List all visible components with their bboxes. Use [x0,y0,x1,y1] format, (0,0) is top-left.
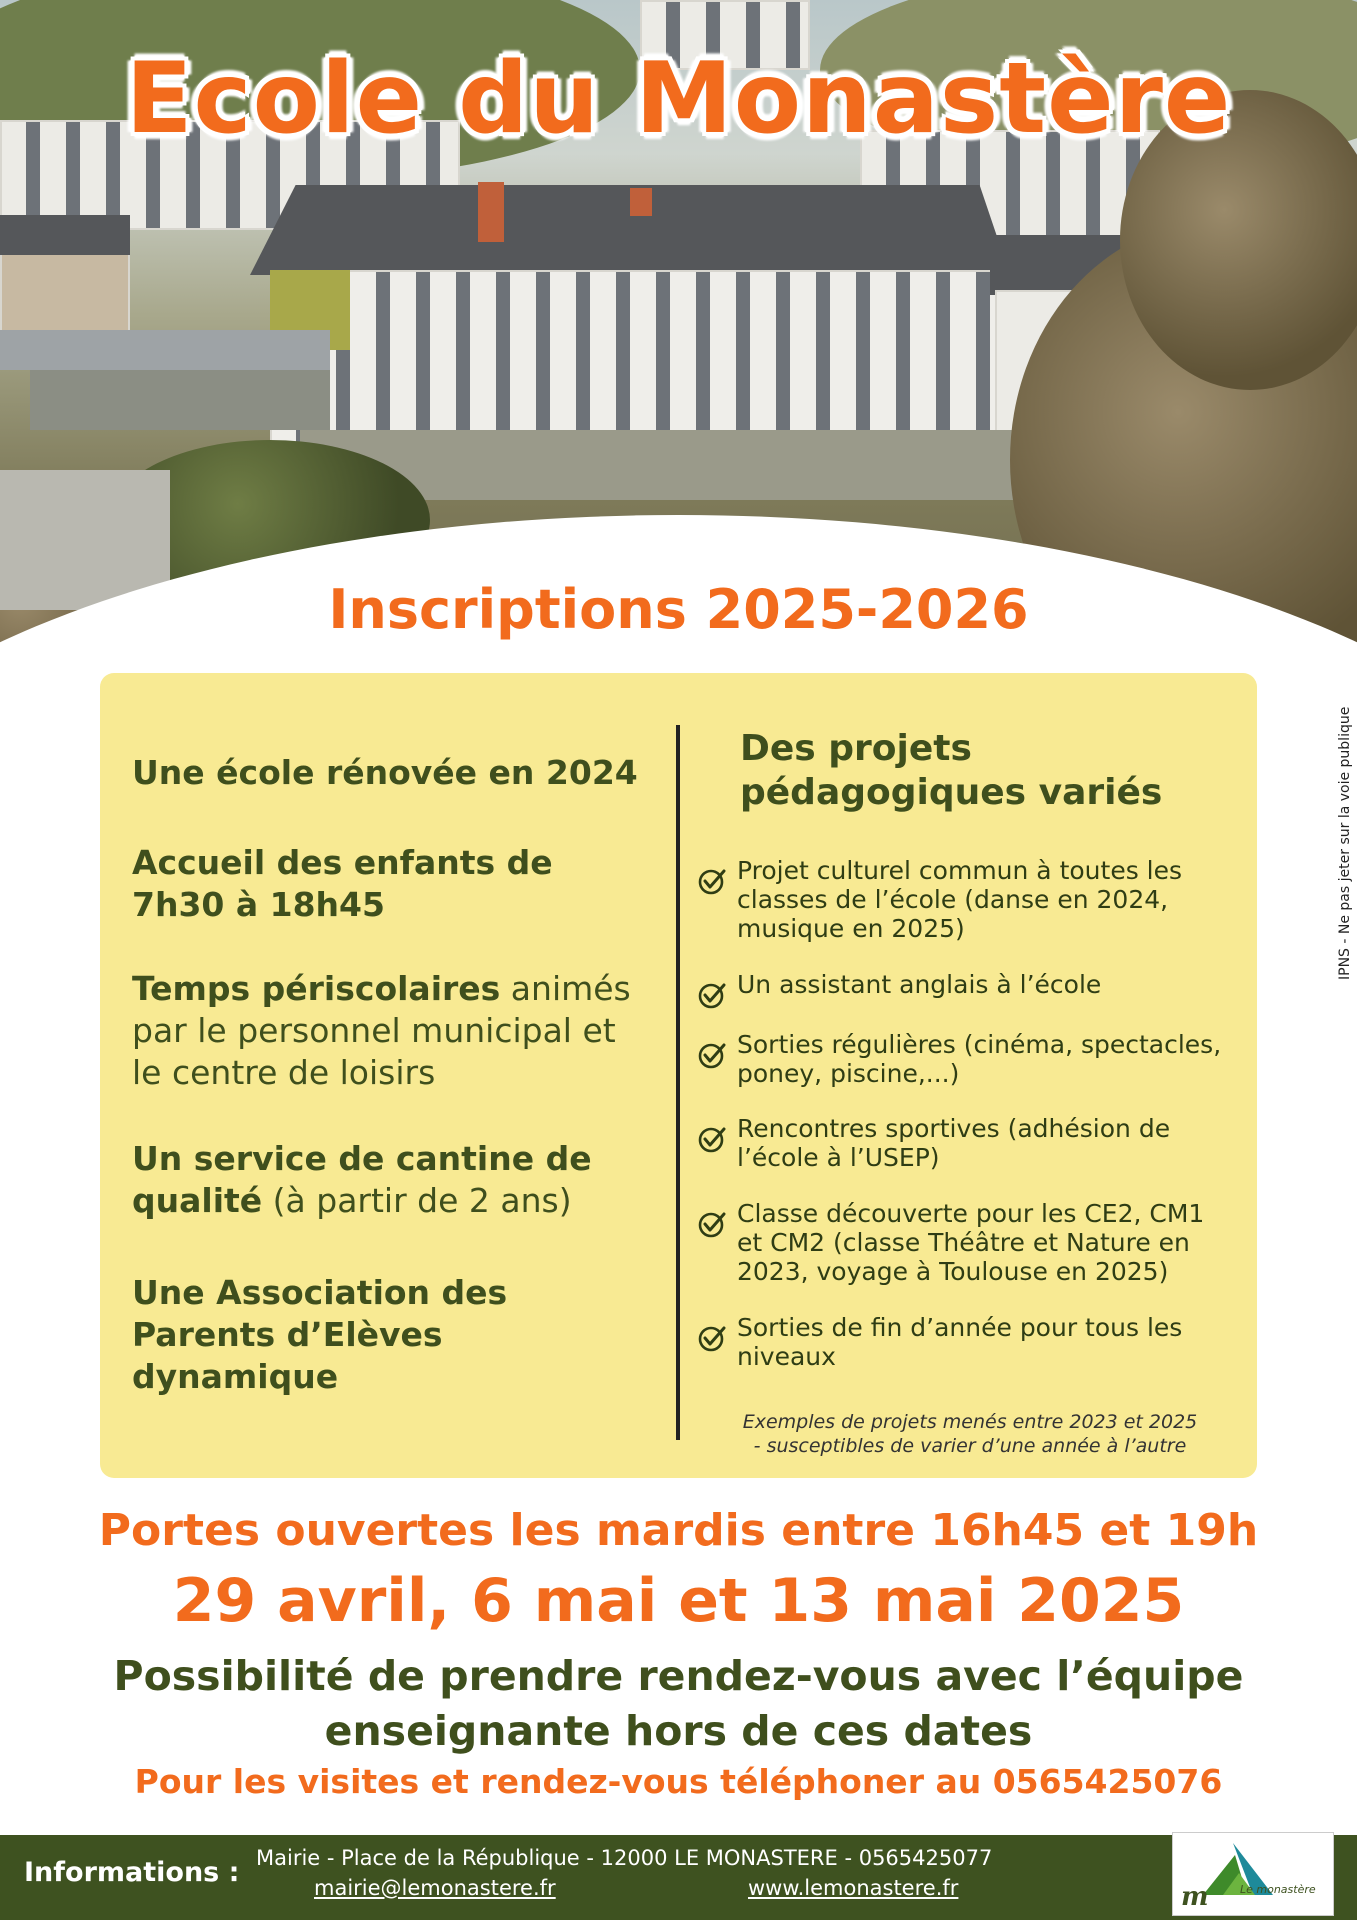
check-circle-icon [697,1209,727,1239]
check-circle-icon [697,1323,727,1353]
page-title: Ecole du Monastère [125,42,1232,156]
note-line-1: Exemples de projets menés entre 2023 et 2025 [742,1411,1198,1433]
playground [30,370,330,430]
covered-playground-roof [0,330,330,370]
appointment-line-1: Possibilité de prendre rendez-vous avec l’équipe [113,1652,1244,1700]
periscolaire-rest-3: le centre de loisirs [132,1053,436,1092]
logo-graphic [1173,1833,1333,1915]
svg-text:m: m [1181,1882,1209,1912]
ape-line-3: dynamique [132,1357,339,1396]
list-item-text: Rencontres sportives (adhésion de l’école à l’USEP) [737,1114,1171,1172]
note-line-2: - susceptibles de varier d’une année à l’autre [753,1435,1187,1457]
check-circle-icon [697,866,727,896]
projects-heading-line-1: Des projets [740,728,972,769]
welcome-line-1: Accueil des enfants de [132,843,553,882]
phone-line: Pour les visites et rendez-vous téléphoner au 0565425076 [134,1762,1223,1801]
renovated-school [132,752,672,794]
periscolaire [132,968,672,1094]
subtitle: Inscriptions 2025-2026 [328,578,1029,641]
cantine [132,1138,672,1222]
legal-notice: IPNS - Ne pas jeter sur la voie publique [1337,706,1353,980]
footer-label: Informations : [24,1857,240,1888]
footer-email-link[interactable]: mairie@lemonastere.fr [314,1876,556,1900]
cantine-rest: (à partir de 2 ans) [262,1181,572,1220]
appointment-line-2: enseignante hors de ces dates [324,1707,1033,1755]
list-item-text: Un assistant anglais à l’école [737,970,1102,999]
column-divider [676,725,680,1440]
list-item [697,856,1227,943]
cantine-bold-1: Un service de cantine de [132,1139,592,1178]
chimney [630,188,652,216]
list-item [697,1030,1227,1088]
check-circle-icon [697,980,727,1010]
check-circle-icon [697,1124,727,1154]
welcome-line-2: 7h30 à 18h45 [132,885,385,924]
list-item [697,1313,1227,1371]
list-item [697,970,1227,1010]
cantine-bold-2: qualité [132,1181,263,1220]
periscolaire-rest-2: par le personnel municipal et [132,1011,616,1050]
parents-association [132,1272,672,1398]
footer-address: Mairie - Place de la République - 12000 LE MONASTERE - 0565425077 [256,1846,993,1870]
ape-line-1: Une Association des [132,1273,508,1312]
open-days-dates: 29 avril, 6 mai et 13 mai 2025 [172,1566,1185,1636]
periscolaire-bold: Temps périscolaires [132,969,501,1008]
logo-text: Le monastère [1240,1883,1316,1896]
welcome-hours [132,842,672,926]
ape-line-2: Parents d’Elèves [132,1315,443,1354]
projects-heading [740,727,1220,815]
renovated-text: Une école rénovée en 2024 [132,753,638,792]
municipal-logo-icon [1172,1832,1334,1916]
list-item-text: Projet culturel commun à toutes les classes de l’école (danse en 2024, musique en 2025) [737,856,1183,943]
projects-heading-line-2: pédagogiques variés [740,772,1163,813]
check-circle-icon [697,1040,727,1070]
list-item [697,1199,1227,1286]
list-item-text: Classe découverte pour les CE2, CM1 et CM2 (classe Théâtre et Nature en 2023, voyage à Toulouse en 2025) [737,1199,1205,1286]
periscolaire-rest-1: animés [500,969,631,1008]
list-item [697,1114,1227,1172]
chimney [478,182,504,242]
list-item-text: Sorties régulières (cinéma, spectacles, poney, piscine,...) [737,1030,1222,1088]
open-days-line: Portes ouvertes les mardis entre 16h45 et 19h [98,1505,1259,1556]
footer-website-link[interactable]: www.lemonastere.fr [748,1876,959,1900]
projects-note [700,1410,1240,1458]
house-roof [0,215,130,255]
list-item-text: Sorties de fin d’année pour tous les niveaux [737,1313,1183,1371]
